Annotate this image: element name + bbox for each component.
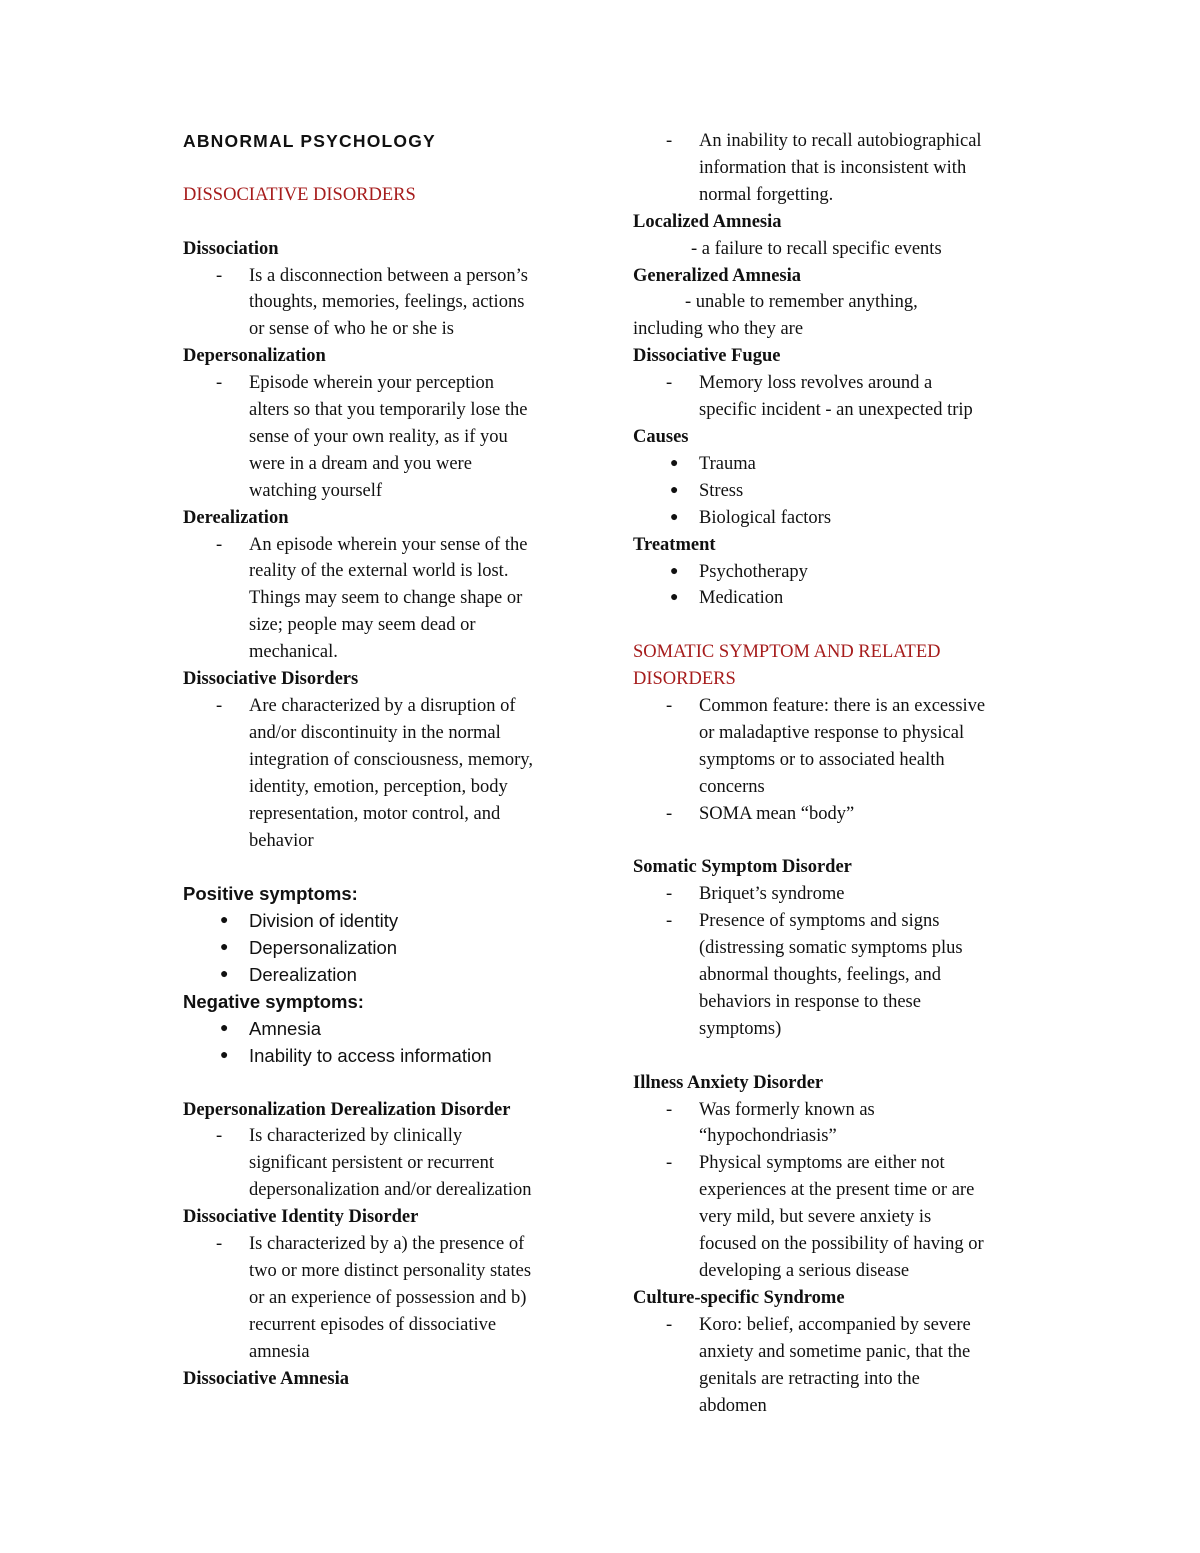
term-heading: Treatment xyxy=(633,534,716,555)
bullet-marker: ● xyxy=(220,913,229,929)
bullet-text: Division of identity xyxy=(249,910,399,932)
dash-marker: - xyxy=(666,373,673,394)
bullet-text: Biological factors xyxy=(699,507,832,528)
list-item-line: Physical symptoms are either not xyxy=(699,1153,945,1174)
list-item-line: and/or discontinuity in the normal xyxy=(249,722,501,743)
term-heading: Illness Anxiety Disorder xyxy=(633,1072,824,1093)
section-heading-somatic-line-2: DISORDERS xyxy=(633,669,736,690)
dash-marker: - xyxy=(216,373,223,394)
list-item-line: behaviors in response to these xyxy=(699,991,921,1012)
bullet-item xyxy=(183,1043,593,1070)
term-heading: Causes xyxy=(633,426,689,447)
list-item-line: Is characterized by clinically xyxy=(249,1126,463,1147)
list-item-line: thoughts, memories, feelings, actions xyxy=(249,292,525,313)
dash-marker: - xyxy=(216,1234,223,1255)
bullet-text: Stress xyxy=(699,480,744,501)
list-item xyxy=(183,693,593,854)
bullet-marker: ● xyxy=(220,940,229,956)
dash-marker: - xyxy=(666,911,673,932)
list-item xyxy=(183,1123,593,1204)
dash-marker: - xyxy=(666,1314,673,1335)
list-item xyxy=(183,532,593,667)
list-item xyxy=(633,128,1033,209)
list-item-line: or an experience of possession and b) xyxy=(249,1287,527,1308)
bullet-marker: ● xyxy=(670,563,679,579)
term-description: - a failure to recall specific events xyxy=(691,238,942,259)
dash-marker: - xyxy=(666,1153,673,1174)
term-heading: Depersonalization Derealization Disorder xyxy=(183,1099,511,1120)
list-item-line: (distressing somatic symptoms plus xyxy=(699,938,963,959)
term-heading: Dissociative Fugue xyxy=(633,346,781,367)
dash-marker: - xyxy=(666,1099,673,1120)
section-heading-dissociative: DISSOCIATIVE DISORDERS xyxy=(183,184,416,205)
dash-marker: - xyxy=(666,696,673,717)
list-item-line: depersonalization and/or derealization xyxy=(249,1180,532,1201)
list-item-line: specific incident - an unexpected trip xyxy=(699,400,973,421)
bullet-item xyxy=(633,478,1033,505)
list-item-line: Memory loss revolves around a xyxy=(699,373,933,394)
bullet-item xyxy=(633,559,1033,586)
list-item-line: size; people may seem dead or xyxy=(249,615,476,636)
list-item-line: very mild, but severe anxiety is xyxy=(699,1207,932,1228)
dash-marker: - xyxy=(666,131,673,151)
bullet-marker: ● xyxy=(670,455,679,471)
bullet-marker: ● xyxy=(220,1047,229,1063)
list-item-line: An episode wherein your sense of the xyxy=(249,534,528,555)
dash-marker: - xyxy=(216,534,223,555)
symptoms-heading-positive: Positive symptoms: xyxy=(183,883,358,905)
list-item-line: Is a disconnection between a person’s xyxy=(249,265,528,286)
list-item-line: representation, motor control, and xyxy=(249,803,501,824)
list-item-line: sense of your own reality, as if you xyxy=(249,426,508,447)
bullet-item xyxy=(633,505,1033,532)
dash-marker: - xyxy=(216,265,223,286)
list-item-line: anxiety and sometime panic, that the xyxy=(699,1341,971,1362)
left-column xyxy=(183,128,593,1393)
term-heading: Derealization xyxy=(183,507,289,528)
list-item-line: watching yourself xyxy=(249,480,383,501)
term-heading: Dissociation xyxy=(183,238,279,259)
list-item-line: two or more distinct personality states xyxy=(249,1261,532,1281)
list-item-line: Episode wherein your perception xyxy=(249,373,495,394)
list-item-line: Koro: belief, accompanied by severe xyxy=(699,1314,971,1335)
bullet-text: Derealization xyxy=(249,964,357,986)
bullet-item xyxy=(183,962,593,989)
dash-marker: - xyxy=(216,696,223,716)
bullet-item xyxy=(633,585,1033,612)
section-heading-somatic: SOMATIC SYMPTOM AND RELATED xyxy=(633,642,941,663)
term-description: including who they are xyxy=(633,319,804,340)
list-item-line: Was formerly known as xyxy=(699,1099,875,1120)
list-item xyxy=(633,1097,1033,1151)
term-heading: Depersonalization xyxy=(183,346,326,367)
list-item xyxy=(633,908,1033,1043)
list-item-line: identity, emotion, perception, body xyxy=(249,776,508,797)
list-item-line: concerns xyxy=(699,776,765,797)
list-item-line: were in a dream and you were xyxy=(249,453,472,474)
bullet-item xyxy=(183,908,593,935)
dash-marker: - xyxy=(666,884,673,905)
bullet-marker: ● xyxy=(220,967,229,983)
bullet-item xyxy=(183,1016,593,1043)
list-item-line: SOMA mean “body” xyxy=(699,803,855,824)
list-item-line: abdomen xyxy=(699,1395,767,1416)
list-item-line: Things may seem to change shape or xyxy=(249,588,523,609)
bullet-text: Trauma xyxy=(699,453,756,474)
list-item-line: significant persistent or recurrent xyxy=(249,1153,495,1174)
dash-marker: - xyxy=(666,803,673,824)
list-item-line: normal forgetting. xyxy=(699,184,834,205)
list-item xyxy=(633,1312,1033,1420)
list-item-line: An inability to recall autobiographical xyxy=(699,131,982,151)
bullet-text: Medication xyxy=(699,588,784,609)
list-item-line: symptoms) xyxy=(699,1018,782,1039)
bullet-marker: ● xyxy=(670,590,679,606)
list-item-line: focused on the possibility of having or xyxy=(699,1234,984,1255)
list-item xyxy=(183,1231,593,1366)
term-description: - unable to remember anything, xyxy=(685,292,918,313)
list-item-line: recurrent episodes of dissociative xyxy=(249,1314,497,1335)
list-item-line: symptoms or to associated health xyxy=(699,749,945,770)
list-item xyxy=(633,801,1033,828)
list-item-line: Presence of symptoms and signs xyxy=(699,911,940,932)
list-item-line: Are characterized by a disruption of xyxy=(249,696,516,716)
term-heading: Dissociative Amnesia xyxy=(183,1368,349,1389)
term-heading: Localized Amnesia xyxy=(633,211,782,232)
list-item-line: behavior xyxy=(249,830,314,851)
list-item-line: reality of the external world is lost. xyxy=(249,561,509,582)
list-item-line: mechanical. xyxy=(249,642,338,663)
list-item-line: “hypochondriasis” xyxy=(699,1126,837,1147)
list-item-line: alters so that you temporarily lose the xyxy=(249,400,528,421)
list-item xyxy=(633,881,1033,908)
list-item-line: genitals are retracting into the xyxy=(699,1368,920,1389)
term-heading: Culture-specific Syndrome xyxy=(633,1287,845,1308)
list-item xyxy=(633,693,1033,801)
symptoms-heading-negative: Negative symptoms: xyxy=(183,990,364,1012)
bullet-text: Depersonalization xyxy=(249,937,398,959)
list-item-line: or sense of who he or she is xyxy=(249,319,454,340)
document-title: ABNORMAL PSYCHOLOGY xyxy=(183,131,436,151)
term-heading: Dissociative Identity Disorder xyxy=(183,1207,419,1228)
term-heading: Generalized Amnesia xyxy=(633,265,802,286)
list-item-line: Common feature: there is an excessive xyxy=(699,696,986,717)
bullet-text: Amnesia xyxy=(249,1017,321,1039)
term-heading: Dissociative Disorders xyxy=(183,669,359,690)
bullet-text: Inability to access information xyxy=(249,1044,492,1066)
list-item xyxy=(633,1150,1033,1285)
bullet-marker: ● xyxy=(670,482,679,498)
list-item-line: Is characterized by a) the presence of xyxy=(249,1234,525,1255)
bullet-item xyxy=(633,451,1033,478)
bullet-item xyxy=(183,935,593,962)
list-item-line: developing a serious disease xyxy=(699,1261,910,1282)
bullet-marker: ● xyxy=(670,509,679,525)
list-item-line: integration of consciousness, memory, xyxy=(249,749,533,770)
dash-marker: - xyxy=(216,1126,223,1147)
list-item-line: experiences at the present time or are xyxy=(699,1180,975,1201)
right-column xyxy=(633,128,1033,1419)
list-item-line: Briquet’s syndrome xyxy=(699,884,845,905)
list-item-line: information that is inconsistent with xyxy=(699,157,967,178)
term-heading: Somatic Symptom Disorder xyxy=(633,857,852,878)
list-item-line: abnormal thoughts, feelings, and xyxy=(699,965,941,986)
bullet-marker: ● xyxy=(220,1020,229,1036)
bullet-text: Psychotherapy xyxy=(699,561,808,582)
list-item xyxy=(633,370,1033,424)
list-item xyxy=(183,263,593,344)
list-item-line: or maladaptive response to physical xyxy=(699,722,965,743)
list-item xyxy=(183,370,593,505)
list-item-line: amnesia xyxy=(249,1341,310,1362)
